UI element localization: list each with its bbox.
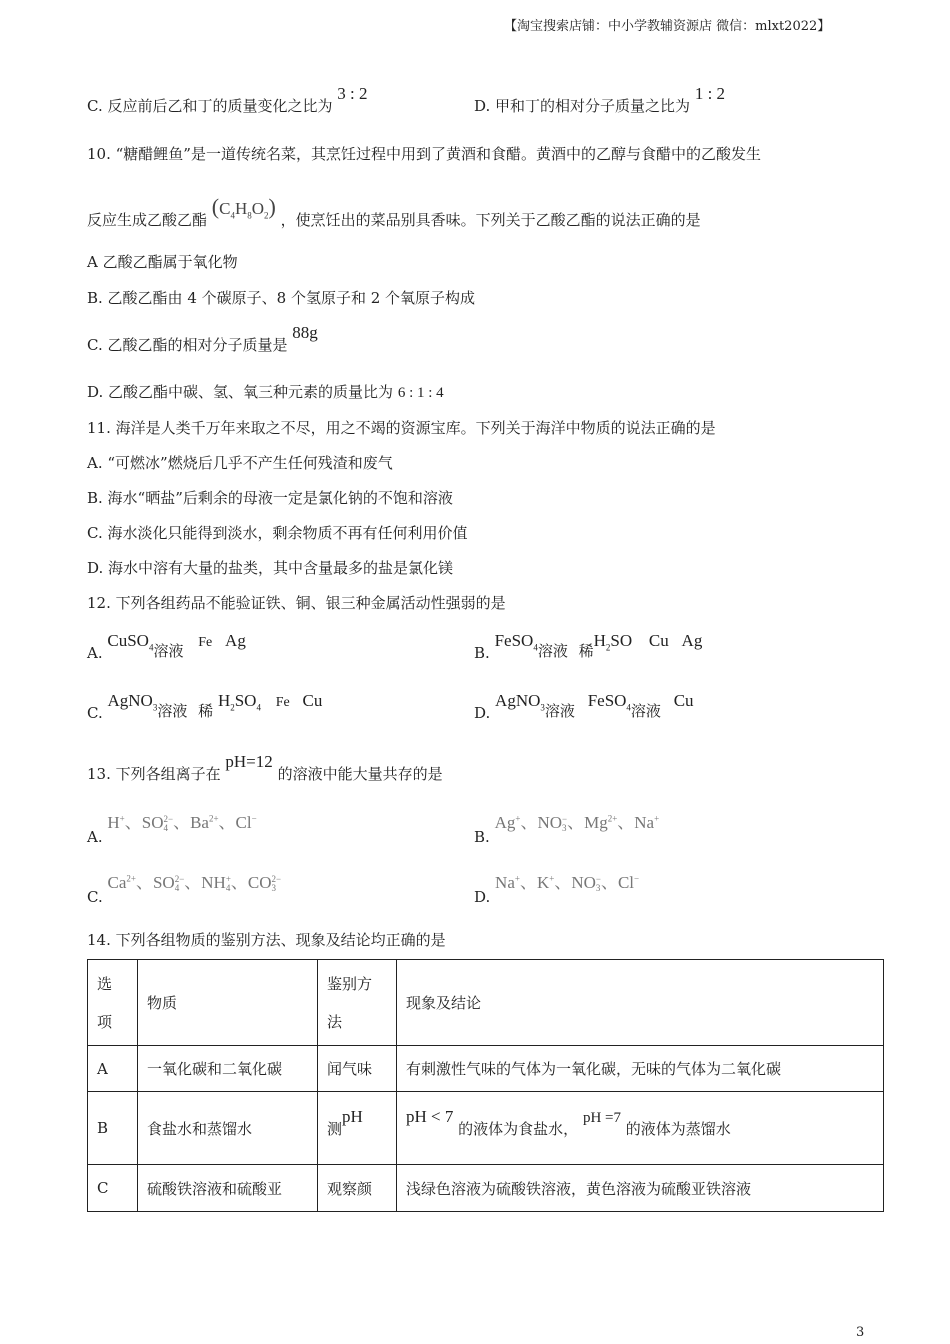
row-b-result-text2: 的液体为蒸馏水 [625,1119,731,1138]
q9-option-d-text: D. 甲和丁的相对分子质量之比为 [474,97,691,115]
q13-c-ion3-n: 4 [225,883,231,894]
q13-stem [87,752,443,784]
table-row [88,1046,884,1092]
table-row [88,1092,884,1165]
q13-b-ion4: Na [634,813,655,832]
q13-b-ion2-n: 3 [562,823,567,834]
q13-b-ion3-charge: 2+ [607,813,618,824]
row-b-method-ph: pH [342,1106,363,1126]
q13-b-sep2: 、 [567,813,585,832]
q13-c-ion2-script [175,875,185,893]
q12-d-agno-text: AgNO [495,691,541,710]
row-b-result [397,1092,884,1165]
q13-stem-ph: pH=12 [225,752,273,771]
q12-option-a [87,630,246,660]
q12-d-agno-sub: 3 [540,702,545,713]
q13-a-ion3-charge: 2+ [208,813,219,824]
q12-c-agno-text: AgNO [107,691,153,710]
q12-b-cu: Cu [648,631,669,650]
q13-option-d [474,868,640,906]
q10-formula-c-n: 4 [230,210,235,221]
q12-b-feso-sub: 4 [533,642,538,653]
q12-c-cu: Cu [302,691,323,710]
header-banner: 【淘宝搜索店铺：中小学教辅资源店 微信：mlxt2022】 [504,19,831,34]
q12-d-feso-sub: 4 [626,702,631,713]
q11-option-c: C. 海水淡化只能得到淡水，剩余物质不再有任何利用价值 [87,524,468,542]
q9-option-d [474,84,726,116]
q12-b-feso-text: FeSO [494,631,534,650]
q13-c-ion3-charge: + [225,874,231,885]
q12-c-fe: Fe [275,695,290,710]
q12-a-ronye: 溶液 [153,642,184,660]
q13-d-ion3-charge: − [595,874,601,885]
q10-formula-c: C [219,199,231,218]
q13-d-ion3: NO [571,873,596,892]
q10-option-d [87,381,444,402]
q13-c-sep1: 、 [135,873,153,892]
q13-a-sep3: 、 [218,813,236,832]
q12-option-a-label: A. [87,644,103,662]
row-a-method: 闻气味 [318,1046,397,1092]
q13-c-ion2-charge: 2− [174,874,185,885]
q11-option-b: B. 海水“晒盐”后剩余的母液一定是氯化钠的不饱和溶液 [87,489,453,507]
q10-option-c-text: C. 乙酸乙酯的相对分子质量是 [87,336,288,354]
q13-stem-part-a: 13. 下列各组离子在 [87,765,221,783]
q12-d-ronye-2: 溶液 [630,702,661,720]
row-b-option: B [88,1092,138,1165]
q13-a-ion4: Cl [235,813,252,832]
q9-option-d-ratio: 1 : 2 [694,84,726,103]
q13-b-ion1: Ag [494,813,516,832]
q13-c-ion4-script [272,875,282,893]
q12-option-b [474,630,702,660]
row-b-substance: 食盐水和蒸馏水 [138,1092,318,1165]
q13-a-ion2-script [163,815,173,833]
q13-b-ions [495,813,660,832]
header-option-line2: 项 [97,1012,113,1031]
q13-d-ion3-n: 3 [595,883,601,894]
q13-option-c-label: C. [87,888,103,906]
q12-d-feso4 [587,691,631,713]
q9-option-c-ratio: 3 : 2 [337,84,368,103]
q13-stem-part-b: 的溶液中能大量共存的是 [277,765,443,783]
q13-c-ion1: Ca [107,873,127,892]
q12-stem: 12. 下列各组药品不能验证铁、铜、银三种金属活动性强弱的是 [87,594,506,612]
q13-b-ion2-charge: − [562,814,568,825]
q10-formula-close: ) [268,194,276,219]
q13-a-ion2-n: 4 [163,823,168,834]
q13-b-sep3: 、 [617,813,635,832]
q13-b-ion4-charge: + [654,813,660,824]
row-b-method [318,1092,397,1165]
q12-c-so-sub: 4 [256,702,261,713]
q12-a-cuso-text: CuSO [107,631,149,650]
row-b-result-text1: 的液体为食盐水， [458,1119,579,1138]
q13-a-ion1-charge: + [119,813,125,824]
q12-c-h2so4 [217,691,261,713]
q13-d-ion2: K [536,873,550,892]
header-substance: 物质 [138,960,318,1046]
q9-option-c [87,84,368,116]
q13-a-ions [107,813,256,832]
q12-c-h-text: H [217,691,231,710]
q10-option-c-value: 88g [292,323,318,342]
header-option [88,960,138,1046]
q13-option-d-label: D. [474,888,491,906]
q13-option-c [87,868,282,906]
q13-a-sep1: 、 [124,813,142,832]
q13-c-ion4-charge: 2− [271,874,282,885]
q11-option-d: D. 海水中溶有大量的盐类，其中含量最多的盐是氯化镁 [87,559,454,577]
q10-stem-line1: 10. “糖醋鲤鱼”是一道传统名菜，其烹饪过程中用到了黄酒和食醋。黄酒中的乙醇与食醋中的乙酸发生 [87,145,761,163]
header-method-line1: 鉴别方 [327,974,373,993]
q13-c-ion1-charge: 2+ [126,873,136,884]
q12-c-agno-sub: 3 [152,702,158,713]
q10-formula-o-n: 2 [264,210,269,221]
q12-b-h-text: H [593,631,606,650]
q12-option-c [87,690,322,720]
q11-stem: 11. 海洋是人类千万年来取之不尽，用之不竭的资源宝库。下列关于海洋中物质的说法正确的是 [87,419,716,437]
q12-option-b-label: B. [474,644,490,662]
q11-option-a: A. “可燃冰”燃烧后几乎不产生任何残渣和废气 [87,454,393,472]
q13-option-b-label: B. [474,828,490,846]
q12-b-h2so4 [593,631,633,653]
q13-b-ion1-charge: + [515,813,521,824]
q13-a-ion3: Ba [190,813,209,832]
q13-d-sep1: 、 [519,873,537,892]
q10-option-b: B. 乙酸乙酯由 4 个碳原子、8 个氢原子和 2 个氧原子构成 [87,289,476,307]
q13-option-a [87,808,257,846]
header-option-line1: 选 [97,974,113,993]
q12-d-cu: Cu [673,691,694,710]
q12-option-d [474,690,694,720]
q13-b-ion3: Mg [584,813,608,832]
row-a-result: 有刺激性气味的气体为一氧化碳，无味的气体为二氧化碳 [397,1046,884,1092]
row-a-option: A [88,1046,138,1092]
q13-a-sep2: 、 [173,813,191,832]
q12-b-so-text: SO [610,631,633,650]
q12-a-cuso-sub: 4 [148,642,154,653]
row-b-result-ph1: pH < 7 [406,1106,454,1126]
q12-b-h-sub: 2 [605,642,611,653]
q10-option-d-ratio: 6 : 1 : 4 [397,385,444,401]
q13-b-ion2: NO [537,813,562,832]
q13-option-a-label: A. [87,828,103,846]
table-header-row [88,960,884,1046]
q12-a-fe: Fe [198,635,213,650]
q13-c-sep2: 、 [184,873,202,892]
q12-d-ronye-1: 溶液 [544,702,575,720]
q12-c-xi: 稀 [198,702,214,720]
q10-option-d-text: D. 乙酸乙酯中碳、氢、氧三种元素的质量比为 [87,383,394,401]
q13-d-sep2: 、 [554,873,572,892]
row-c-method: 观察颜 [318,1165,397,1212]
q10-stem-part-a: 反应生成乙酸乙酯 [87,211,208,229]
q10-stem-part-b: ，使烹饪出的菜品别具香味。下列关于乙酸乙酯的说法正确的是 [280,211,701,229]
table-row [88,1165,884,1212]
q12-b-feso4 [494,631,538,653]
q13-a-ion1: H [107,813,120,832]
q13-a-ion2: SO [141,813,164,832]
q12-c-h-sub: 2 [230,702,235,713]
header-method [318,960,397,1046]
q10-formula-h: H [234,199,248,218]
page-number: 3 [856,1325,865,1340]
q13-c-sep3: 、 [230,873,248,892]
q13-c-ion4-n: 3 [271,883,277,894]
q10-stem-line2 [87,194,701,231]
q12-c-ronye: 溶液 [157,702,188,720]
q12-option-d-label: D. [474,704,491,722]
header-result: 现象及结论 [397,960,884,1046]
q12-b-ronye: 溶液 [537,642,568,660]
q12-d-feso-text: FeSO [587,691,627,710]
q12-b-ag: Ag [681,631,703,650]
q14-table [87,959,884,1212]
q14-stem: 14. 下列各组物质的鉴别方法、现象及结论均正确的是 [87,931,446,949]
q13-d-ions [495,873,639,892]
q13-c-ion2-n: 4 [174,883,180,894]
header-method-line2: 法 [327,1012,343,1031]
q13-d-ion1-charge: + [514,873,520,884]
q13-c-ions [108,873,282,892]
q13-c-ion4: CO [247,873,272,892]
q13-d-sep3: 、 [600,873,618,892]
q13-d-ion1: Na [495,873,515,892]
q13-c-ion2: SO [152,873,175,892]
q13-a-ion2-charge: 2− [163,814,174,825]
q12-c-so-text: SO [234,691,257,710]
q9-option-c-text: C. 反应前后乙和丁的质量变化之比为 [87,97,333,115]
q10-option-c [87,323,318,355]
row-c-substance: 硫酸铁溶液和硫酸亚 [138,1165,318,1212]
q13-d-ion4: Cl [617,873,635,892]
q10-option-a: A 乙酸乙酯属于氧化物 [87,253,238,271]
q13-a-ion4-charge: − [251,813,257,824]
row-c-option: C [88,1165,138,1212]
row-a-substance: 一氧化碳和二氧化碳 [138,1046,318,1092]
q12-a-ag: Ag [225,631,246,650]
q10-formula-open: ( [211,194,220,219]
q12-c-agno3 [107,691,158,713]
row-b-method-text: 测 [327,1119,343,1138]
row-c-result: 浅绿色溶液为硫酸铁溶液，黄色溶液为硫酸亚铁溶液 [397,1165,884,1212]
q13-c-ion3: NH [201,873,226,892]
q12-a-cuso4 [107,631,154,653]
q13-option-b [474,808,660,846]
q13-d-ion2-charge: + [549,873,555,884]
row-b-result-ph2: pH =7 [582,1109,621,1126]
q10-formula-h-n: 8 [247,210,252,221]
q13-d-ion4-charge: − [634,873,640,884]
q12-b-xi: 稀 [578,642,594,660]
q12-d-agno3 [495,691,545,713]
q13-b-sep1: 、 [520,813,538,832]
q10-formula-o: O [251,199,265,218]
q10-formula [211,194,276,221]
q12-option-c-label: C. [87,704,103,722]
